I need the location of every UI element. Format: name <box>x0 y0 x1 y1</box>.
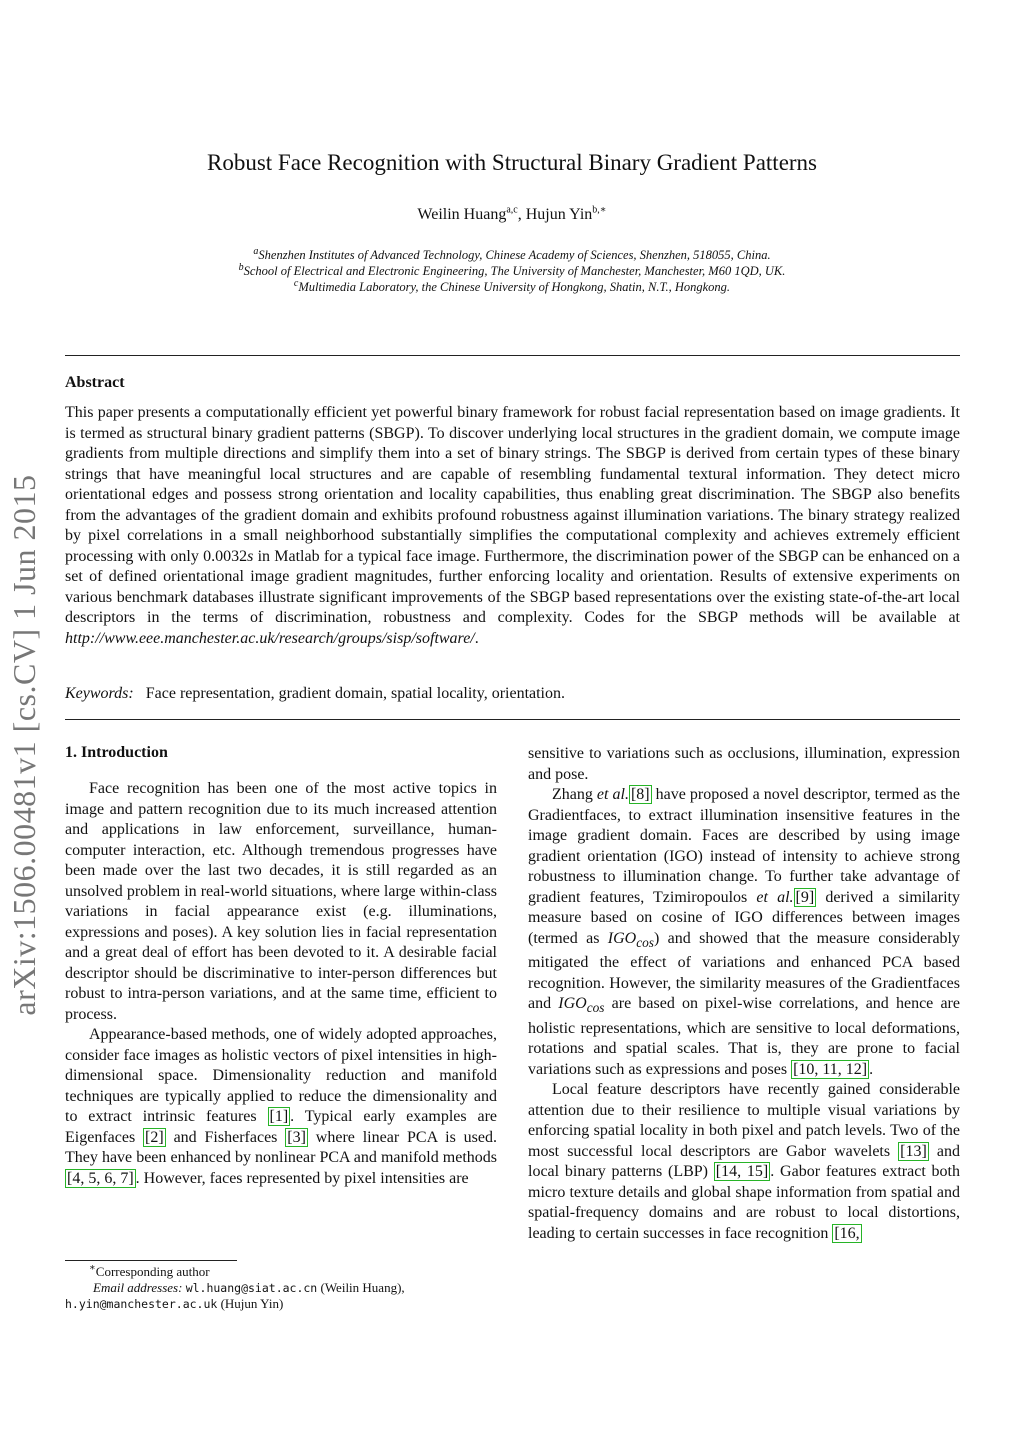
citation-link[interactable]: [2] <box>145 1128 164 1146</box>
author-name: Hujun Yin <box>525 206 593 223</box>
abstract-unit: s <box>247 547 254 565</box>
cos-subscript: cos <box>636 934 654 950</box>
email-link[interactable]: h.yin@manchester.ac.uk <box>65 1297 218 1311</box>
text-run: derived a similarity measure based on cosine of IGO differences between images (termed as <box>528 888 961 947</box>
abstract-text: This paper presents a computationally efficient yet powerful binary framework for robust facial representation based on image gradients. It is termed as structural binary gradient patterns (SBGP). To discover underlying local structures in the gradient domain, we compute image gradients from multiple directions and simplify them into a set of binary strings. The SBGP is derived from certain types of these binary strings that have meaningful local structures and are capable of resembling fundamental textural information. They detect micro orientational edges and possess strong orientation and locality capabilities, thus enabling great discrimination. The SBGP also benefits from the advantages of the gradient domain and exhibits profound robustness against illumination variations. The binary strategy realized by pixel correlations in a small neighborhood substantially simplifies the computational complexity and achieves extremely efficient processing with only 0.0032 <box>65 404 960 565</box>
section-heading-introduction: 1. Introduction <box>65 744 168 761</box>
author-line <box>0 206 1024 224</box>
citation-link[interactable]: [10, 11, 12] <box>793 1060 868 1078</box>
email-link[interactable]: wl.huang@siat.ac.cn <box>185 1281 318 1295</box>
author-name: Weilin Huang <box>417 206 507 223</box>
footnote <box>65 1264 497 1312</box>
affil-text: Shenzhen Institutes of Advanced Technology, Chinese Academy of Sciences, Shenzhen, 518055, China. <box>258 248 771 262</box>
email-label: Email addresses: <box>93 1280 183 1295</box>
footnote-rule <box>65 1260 237 1261</box>
text-run: Appearance-based methods, one of widely adopted approaches, consider face images as holistic vectors of pixel intensities in high-dimensional space. Dimensionality reduction and manifold techniques are typically applied to reduce the dimensionality and to extract intrinsic features <box>65 1026 497 1125</box>
text-run: . Gabor features extract both micro texture details and global shape information from spatial and spatial-frequency domains and are robust to local distortions, leading to certain successes in face recognition <box>528 1163 961 1242</box>
text-run: Local feature descriptors have recently gained considerable attention due to their resilience to multiple visual variations by enforcing spatial locality in both pixel and patch levels. Two of the most successful local descriptors are Gabor wavelets <box>528 1081 960 1160</box>
footnote-line <box>65 1296 497 1312</box>
arxiv-sidebar-stamp: arXiv:1506.00481v1 [cs.CV] 1 Jun 2015 <box>6 474 42 1016</box>
abstract-heading: Abstract <box>65 374 125 391</box>
citation-link[interactable]: [1] <box>269 1108 289 1125</box>
footnote-mark: ∗ <box>89 1262 96 1274</box>
footnote-text: Corresponding author <box>95 1264 210 1279</box>
keywords-label: Keywords: <box>65 685 134 702</box>
paper-title: Robust Face Recognition with Structural Binary Gradient Patterns <box>206 150 818 175</box>
text-run: ) and showed that the measure considerably mitigated the effect of variations and enhanced PCA based recognition. However, the similarity measures of the Gradientfaces and <box>528 929 961 1013</box>
text-run: are based on pixel-wise correlations, and hence are holistic representations, which are sensitive to local deformations, rotations and spatial scales. That is, they are prone to facial variations such as expressions and poses <box>528 995 960 1078</box>
affil-mark: b <box>238 261 244 273</box>
text-run: where linear PCA is used. They have been enhanced by nonlinear PCA and manifold methods <box>65 1128 497 1166</box>
igo-term: IGO <box>607 929 637 947</box>
paragraph <box>65 1025 497 1189</box>
affiliation <box>0 261 1024 279</box>
text-run: Zhang <box>552 786 597 803</box>
citation-link[interactable]: [3] <box>287 1128 306 1146</box>
keywords-text: Face representation, gradient domain, spatial locality, orientation. <box>145 685 565 702</box>
citation-link[interactable]: [8] <box>630 786 650 803</box>
affiliation <box>0 277 1024 295</box>
divider-bottom <box>65 719 960 720</box>
et-al: et al. <box>756 888 794 906</box>
divider-top <box>65 355 960 356</box>
left-column <box>65 779 497 1189</box>
footnote-line <box>65 1264 497 1280</box>
text-run: . Typical early examples are Eigenfaces <box>65 1108 497 1146</box>
footnote-line <box>65 1280 497 1296</box>
paragraph: Face recognition has been one of the most active topics in image and pattern recognition due to its much increased attention and applications in law enforcement, surveillance, human-computer interaction, etc. Although tremendous progresses have been made over the last two decades, it is still regarded as an unsolved problem in real-world situations, where large within-class variations in facial appearance exist (e.g. illuminations, expressions and poses). A key solution lies in facial representation and a great deal of effort has been devoted to it. A desirable facial descriptor should be discriminative to inter-person differences but robust to intra-person variations, and at the same time, efficient to process. <box>65 780 497 1023</box>
paragraph: sensitive to variations such as occlusions, illumination, expression and pose. <box>528 745 960 783</box>
citation-link[interactable]: [16, <box>834 1224 860 1242</box>
text-run: and local binary patterns (LBP) <box>528 1142 960 1181</box>
keywords <box>65 684 960 705</box>
abstract-body <box>65 403 960 649</box>
igo-cos-symbol <box>558 995 605 1016</box>
affil-text: Multimedia Laboratory, the Chinese University of Hongkong, Shatin, N.T., Hongkong. <box>298 280 731 294</box>
citation-link[interactable]: [13] <box>900 1142 927 1160</box>
email-owner: (Weilin Huang), <box>317 1280 405 1295</box>
affiliation <box>0 245 1024 263</box>
citation-link[interactable]: [9] <box>795 888 815 906</box>
software-url-link[interactable]: http://www.eee.manchester.ac.uk/research/groups/sisp/software/ <box>65 629 475 647</box>
right-column <box>528 744 960 1244</box>
abstract-text-tail: in Matlab for a typical face image. Furthermore, the discrimination power of the SBGP can be enhanced on a set of defined orientational image gradient magnitudes, further enforcing locality and orientation. Results of extensive experiments on various benchmark databases illustrate significant improvements of the SBGP based representations over the existing state-of-the-art local descriptors in the terms of discrimination, robustness and complexity. Codes for the SBGP methods will be available at <box>65 547 961 626</box>
text-run: and Fisherfaces <box>165 1128 286 1146</box>
citation-link[interactable]: [4, 5, 6, 7] <box>67 1169 134 1187</box>
author-affil-mark: a,c <box>506 204 518 216</box>
author-separator: , <box>517 206 526 223</box>
affil-text: School of Electrical and Electronic Engineering, The University of Manchester, Manchester, M60 1QD, UK. <box>243 264 786 278</box>
cos-subscript: cos <box>586 1000 605 1016</box>
author-affil-mark: b,∗ <box>592 204 607 216</box>
affil-mark: a <box>253 245 259 257</box>
igo-term: IGO <box>558 995 587 1013</box>
et-al: et al. <box>596 786 629 803</box>
text-run: have proposed a novel descriptor, termed as the Gradientfaces, to extract illumination insensitive features in the image gradient domain. Faces are described by using image gradient orientation (IGO) instead of intensity to achieve strong robustness to illumination change. To further take advantage of gradient features, Tzimiropoulos <box>528 786 961 906</box>
igo-cos-symbol <box>607 929 654 950</box>
abstract-end: . <box>474 629 479 647</box>
text-run: . However, faces represented by pixel intensities are <box>135 1169 469 1187</box>
paragraph <box>528 785 960 1080</box>
affil-mark: c <box>293 277 299 289</box>
paragraph <box>528 1080 960 1244</box>
citation-link[interactable]: [14, 15] <box>715 1163 769 1181</box>
email-owner: (Hujun Yin) <box>217 1296 284 1311</box>
text-run: . <box>869 1060 874 1078</box>
